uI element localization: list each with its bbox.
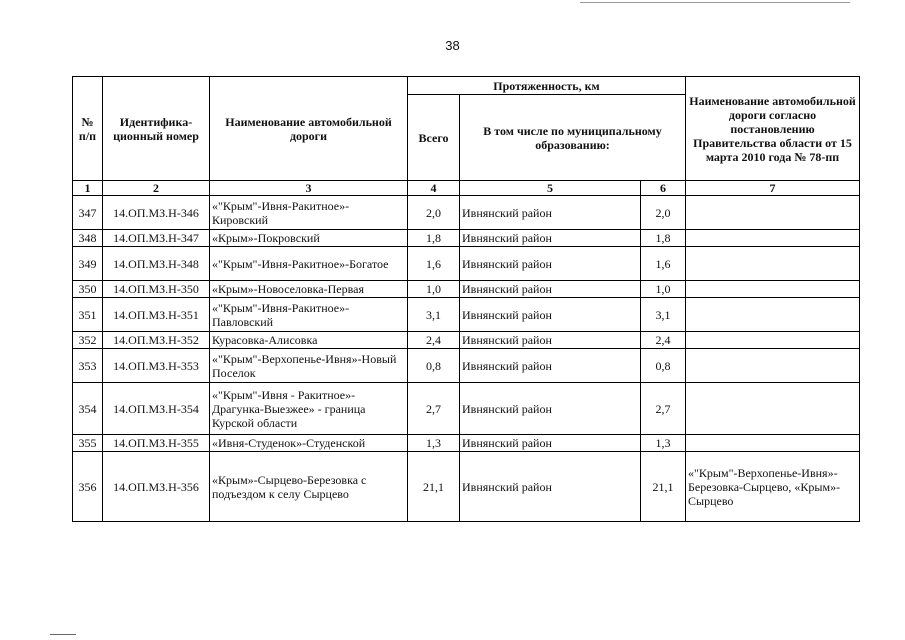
row-number: 350 — [73, 281, 103, 298]
row-identifier: 14.ОП.МЗ.Н-351 — [103, 298, 210, 332]
row-identifier: 14.ОП.МЗ.Н-352 — [103, 332, 210, 349]
row-length-local: 2,0 — [641, 196, 686, 230]
row-length-local: 1,0 — [641, 281, 686, 298]
table-row — [73, 281, 860, 298]
row-decree-name — [686, 247, 860, 281]
row-length-total: 2,0 — [408, 196, 460, 230]
row-identifier: 14.ОП.МЗ.Н-348 — [103, 247, 210, 281]
header-id: Идентифика-ционный номер — [103, 77, 210, 181]
column-number-1: 1 — [73, 181, 103, 196]
row-municipality: Ивнянский район — [460, 332, 641, 349]
row-identifier: 14.ОП.МЗ.Н-347 — [103, 230, 210, 247]
road-table — [72, 76, 860, 522]
scan-artifact-bottom — [50, 634, 76, 635]
row-length-local: 3,1 — [641, 298, 686, 332]
table-row — [73, 298, 860, 332]
row-municipality: Ивнянский район — [460, 196, 641, 230]
row-municipality: Ивнянский район — [460, 383, 641, 435]
row-length-total: 21,1 — [408, 452, 460, 522]
row-municipality: Ивнянский район — [460, 281, 641, 298]
row-decree-name — [686, 332, 860, 349]
row-decree-name — [686, 196, 860, 230]
row-length-total: 1,0 — [408, 281, 460, 298]
row-length-local: 21,1 — [641, 452, 686, 522]
row-number: 351 — [73, 298, 103, 332]
row-length-local: 1,3 — [641, 435, 686, 452]
column-number-3: 3 — [210, 181, 408, 196]
row-municipality: Ивнянский район — [460, 452, 641, 522]
row-municipality: Ивнянский район — [460, 230, 641, 247]
column-number-5: 5 — [460, 181, 641, 196]
table-row — [73, 332, 860, 349]
row-municipality: Ивнянский район — [460, 247, 641, 281]
row-decree-name — [686, 281, 860, 298]
row-number: 349 — [73, 247, 103, 281]
table-row — [73, 247, 860, 281]
row-decree-name — [686, 298, 860, 332]
row-number: 348 — [73, 230, 103, 247]
table-row — [73, 230, 860, 247]
row-number: 347 — [73, 196, 103, 230]
row-road-name: «Ивня-Студенок»-Студенской — [210, 435, 408, 452]
header-including: В том числе по муниципальному образованию: — [460, 95, 686, 181]
row-length-local: 1,6 — [641, 247, 686, 281]
row-number: 352 — [73, 332, 103, 349]
table-row — [73, 435, 860, 452]
header-length: Протяженность, км — [408, 77, 686, 95]
row-length-local: 2,7 — [641, 383, 686, 435]
row-road-name: «Крым»-Новоселовка-Первая — [210, 281, 408, 298]
row-road-name: Курасовка-Алисовка — [210, 332, 408, 349]
row-decree-name — [686, 230, 860, 247]
column-number-4: 4 — [408, 181, 460, 196]
row-number: 353 — [73, 349, 103, 383]
table-row — [73, 196, 860, 230]
row-number: 354 — [73, 383, 103, 435]
row-identifier: 14.ОП.МЗ.Н-350 — [103, 281, 210, 298]
row-municipality: Ивнянский район — [460, 435, 641, 452]
row-length-total: 2,4 — [408, 332, 460, 349]
page-number: 38 — [445, 38, 460, 53]
row-road-name: «"Крым"-Ивня - Ракитное»-Драгунка-Выезжее» - граница Курской области — [210, 383, 408, 435]
row-identifier: 14.ОП.МЗ.Н-355 — [103, 435, 210, 452]
row-decree-name — [686, 383, 860, 435]
row-road-name: «"Крым"-Верхопенье-Ивня»-Новый Поселок — [210, 349, 408, 383]
column-number-6: 6 — [641, 181, 686, 196]
row-length-total: 3,1 — [408, 298, 460, 332]
row-road-name: «Крым»-Покровский — [210, 230, 408, 247]
header-name: Наименование автомобильной дороги — [210, 77, 408, 181]
row-length-total: 2,7 — [408, 383, 460, 435]
row-municipality: Ивнянский район — [460, 298, 641, 332]
row-length-total: 1,3 — [408, 435, 460, 452]
row-identifier: 14.ОП.МЗ.Н-356 — [103, 452, 210, 522]
table-row — [73, 349, 860, 383]
row-decree-name: «"Крым"-Верхопенье-Ивня»-Березовка-Сырцево, «Крым»-Сырцево — [686, 452, 860, 522]
row-length-local: 0,8 — [641, 349, 686, 383]
scan-artifact-top — [580, 2, 850, 3]
row-decree-name — [686, 435, 860, 452]
row-number: 356 — [73, 452, 103, 522]
column-number-2: 2 — [103, 181, 210, 196]
header-total: Всего — [408, 95, 460, 181]
row-length-local: 2,4 — [641, 332, 686, 349]
row-number: 355 — [73, 435, 103, 452]
row-identifier: 14.ОП.МЗ.Н-354 — [103, 383, 210, 435]
table-row — [73, 383, 860, 435]
row-road-name: «"Крым"-Ивня-Ракитное»-Кировский — [210, 196, 408, 230]
row-length-total: 1,6 — [408, 247, 460, 281]
row-road-name: «"Крым"-Ивня-Ракитное»-Богатое — [210, 247, 408, 281]
row-identifier: 14.ОП.МЗ.Н-346 — [103, 196, 210, 230]
row-length-local: 1,8 — [641, 230, 686, 247]
header-decree: Наименование автомобильной дороги согласно постановлению Правительства области от 15 марта 2010 года № 78-пп — [686, 77, 860, 181]
header-num: № п/п — [73, 77, 103, 181]
row-identifier: 14.ОП.МЗ.Н-353 — [103, 349, 210, 383]
row-road-name: «"Крым"-Ивня-Ракитное»-Павловский — [210, 298, 408, 332]
column-number-7: 7 — [686, 181, 860, 196]
row-municipality: Ивнянский район — [460, 349, 641, 383]
row-length-total: 0,8 — [408, 349, 460, 383]
row-length-total: 1,8 — [408, 230, 460, 247]
row-road-name: «Крым»-Сырцево-Березовка с подъездом к селу Сырцево — [210, 452, 408, 522]
row-decree-name — [686, 349, 860, 383]
table-row — [73, 452, 860, 522]
